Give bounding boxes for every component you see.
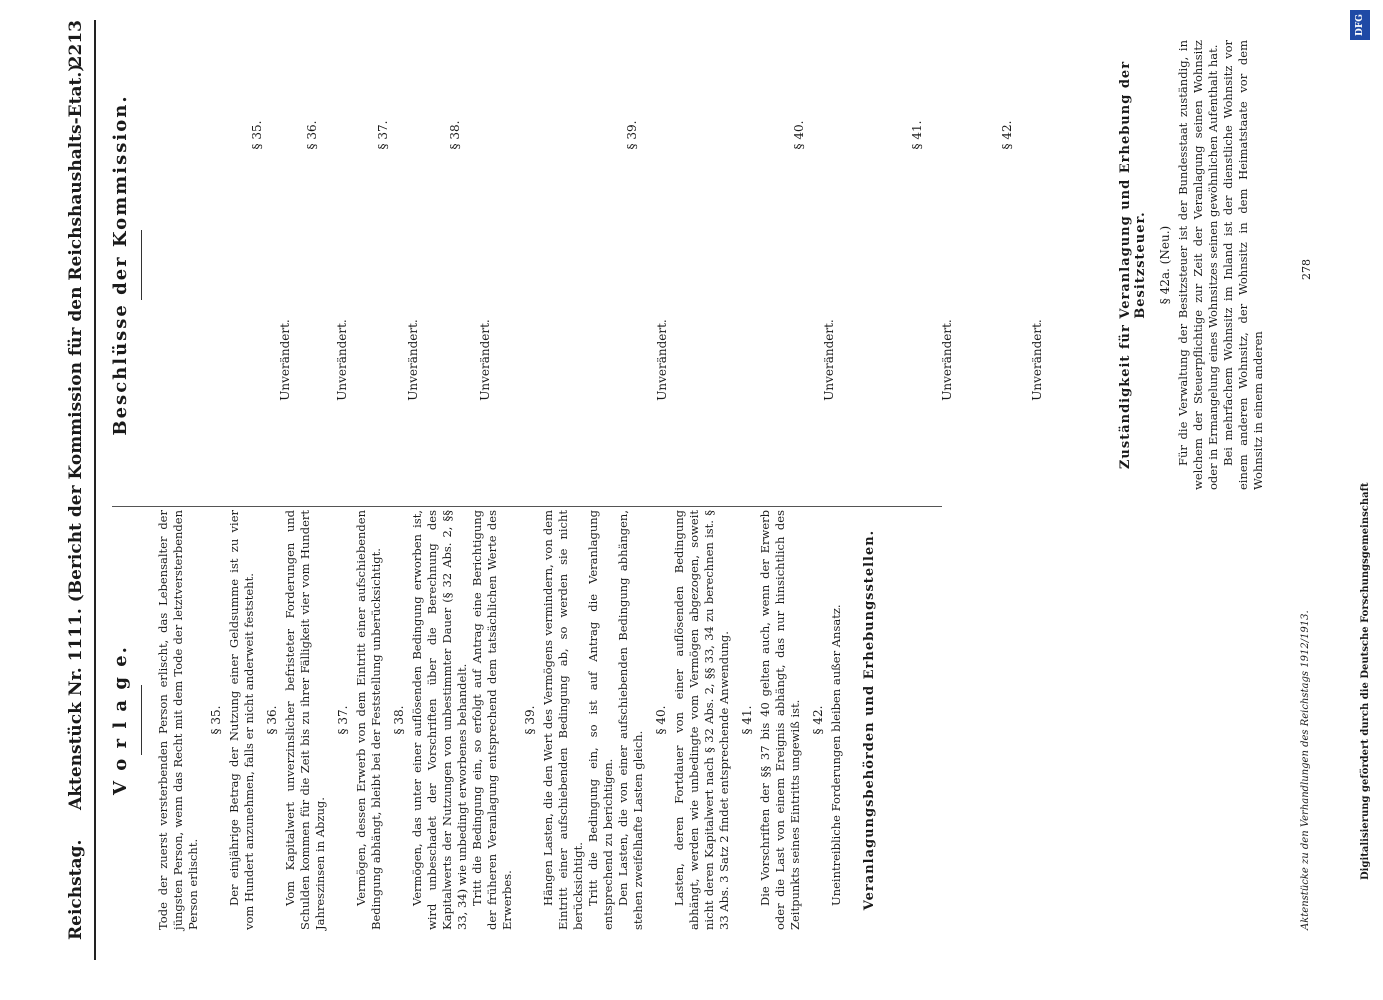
decision-row [250,40,292,490]
decision-section: § 42. [1000,120,1014,150]
section-38-text-2: Tritt die Bedingung ein, so erfolgt auf Antrag eine Berichtigung der früheren Veranlagung entsprechend dem tatsächlichen Werte des Erwerbes. [470,510,514,930]
left-column-heading: V o r l a g e. [110,645,131,795]
section-39-title: § 39. [523,705,537,735]
decision-section: § 41. [910,120,924,150]
header-rule [94,20,96,960]
section-39-text-2: Tritt die Bedingung ein, so ist auf Antrag die Veranlagung entsprechend zu berichtigen. [586,510,615,930]
footer-page-number: 278 [1300,259,1313,280]
heading-rule [141,685,142,755]
page-header [66,20,92,960]
decision-status: Unverändert. [1030,319,1044,401]
section-41-text: Die Vorschriften der §§ 37 bis 40 gelten auch, wenn der Erwerb oder die Last von einem Ereignis abhängt, das nur hinsichtlich des Zeitpunkts seines Eintritts ungewiß ist. [758,510,802,930]
column-divider [112,506,942,507]
decision-section: § 35. [250,120,264,150]
decision-row [448,40,492,490]
section-42a-text-1: Für die Verwaltung der Besitzsteuer ist der Bundesstaat zuständig, in welchem der Steuerpflichtige zur Zeit der Veranlagung seinen Wohnsitz oder in Ermangelung eines Wohnsitzes seinen gewöhnlichen Aufenthalt hat. [1176,40,1220,490]
decision-status: Unverändert. [655,319,669,401]
section-41-title: § 41. [740,705,754,735]
section-35-text: Der einjährige Betrag der Nutzung einer Geldsumme ist zu vier vom Hundert anzunehmen, falls er nicht anderweit feststeht. [227,510,256,930]
left-section-heading: Veranlagungsbehörden und Erhebungsstellen. [862,529,877,911]
section-40-title: § 40. [654,705,668,735]
section-35-title: § 35. [209,705,223,735]
decision-status: Unverändert. [406,319,420,401]
decision-status: Unverändert. [335,319,349,401]
section-39-text-3: Den Lasten, die von einer aufschiebenden Bedingung abhängen, stehen zweifelhafte Lasten gleich. [616,510,645,930]
decision-section: § 40. [792,120,806,150]
section-42a-text-2: Bei mehrfachem Wohnsitz im Inland ist der dienstliche Wohnsitz vor einem anderen Wohnsitz, der Wohnsitz in dem Heimatstaate vor dem Wohnsitz in einem anderen [1221,40,1265,490]
decision-section: § 37. [376,120,390,150]
decision-status: Unverändert. [278,319,292,401]
decision-row [910,40,954,490]
header-left: Reichstag. [66,839,86,940]
intro-text: Tode der zuerst versterbenden Person erlischt, das Lebensalter der jüngsten Person, wenn das Recht mit dem Tode der letztversterbenden Person erlischt. [156,510,200,930]
section-39-text-1: Hängen Lasten, die den Wert des Vermögens vermindern, von dem Eintritt einer aufschiebenden Bedingung ab, so werden sie nicht berücksichtigt. [541,510,585,930]
decision-section: § 39. [625,120,639,150]
left-column [110,510,887,930]
header-center: Aktenstück Nr. 1111. (Bericht der Kommission für den Reichshaushalts-Etat.) [66,63,86,810]
section-38-title: § 38. [392,705,406,735]
heading-rule [141,230,142,300]
digitization-credit: Digitalisierung gefördert durch die Deutsche Forschungsgemeinschaft [1360,482,1371,880]
section-37-title: § 37. [336,705,350,735]
decision-row [1000,40,1044,490]
section-40-text: Lasten, deren Fortdauer von einer auflösenden Bedingung abhängt, werden wie unbedingte vom Vermögen abgezogen, soweit nicht deren Kapitalwert nach § 32 Abs. 2, §§ 33, 34 zu berechnen ist. § 33 Abs. 3 Satz 2 findet entsprechende Anwendung. [672,510,731,930]
section-36-text: Vom Kapitalwert unverzinslicher befristeter Forderungen und Schulden kommen für die Zeit bis zu ihrer Fälligkeit vier vom Hundert Jahreszinsen in Abzug. [283,510,327,930]
decision-row [376,40,420,490]
footer-source: Aktenstücke zu den Verhandlungen des Reichstags 1912/1913. [1300,610,1311,930]
section-42-text: Uneintreibliche Forderungen bleiben außer Ansatz. [829,604,843,906]
decision-section: § 36. [305,120,319,150]
decision-section: § 38. [448,120,462,150]
section-42-title: § 42. [811,705,825,735]
decision-row [625,40,669,490]
decision-row [305,40,349,490]
page-number: 2213 [66,20,86,68]
right-column-heading: Beschlüsse der Kommission. [110,94,131,436]
right-section-heading: Zuständigkeit für Veranlagung und Erhebung der Besitzsteuer. [1118,60,1148,470]
section-37-text: Vermögen, dessen Erwerb von dem Eintritt einer aufschiebenden Bedingung abhängt, bleibt bei der Feststellung unberücksichtigt. [354,510,383,930]
decision-status: Unverändert. [940,319,954,401]
decision-row [792,40,836,490]
right-column [110,40,1265,490]
decision-status: Unverändert. [478,319,492,401]
dfg-logo: DFG [1350,10,1370,40]
section-38-text-1: Vermögen, das unter einer auflösenden Bedingung erworben ist, wird unbeschadet der Vorschriften über die Berechnung des Kapitalwerts der Nutzungen von unbestimmter Dauer (§ 32 Abs. 2, §§ 33, 34) wie unbedingt erworbenes behandelt. [410,510,469,930]
section-42a-title: § 42a. (Neu.) [1158,225,1172,305]
section-36-title: § 36. [265,705,279,735]
decision-status: Unverändert. [822,319,836,401]
